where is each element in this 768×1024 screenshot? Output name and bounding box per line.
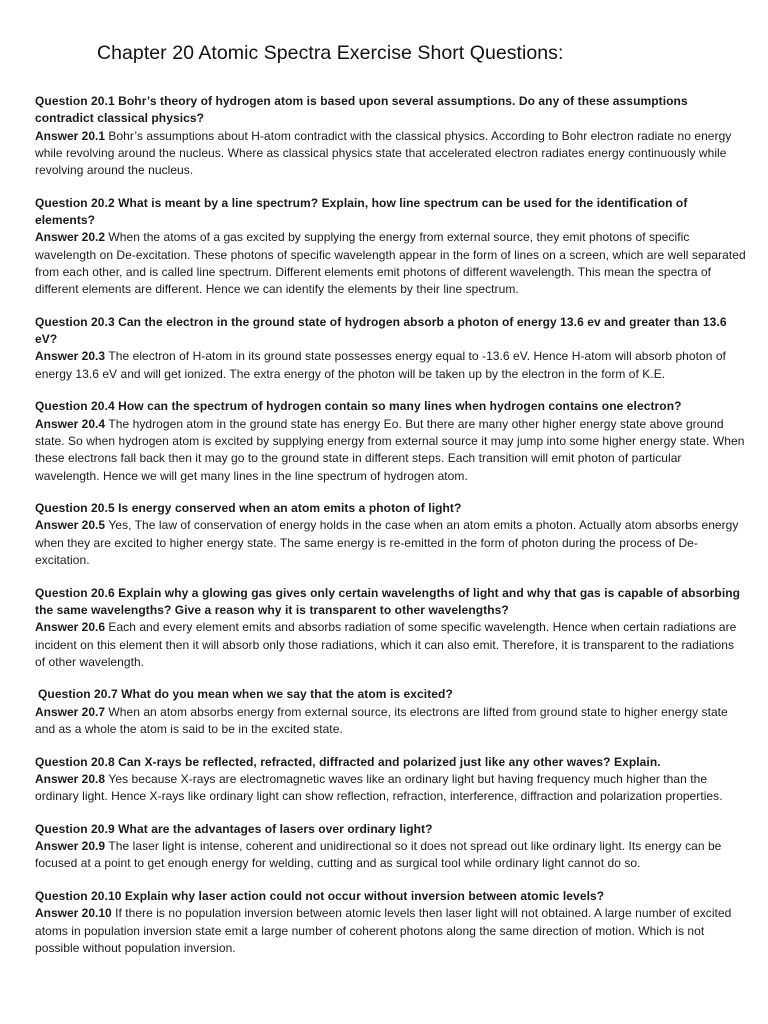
- question-text: Question 20.8 Can X-rays be reflected, refracted, diffracted and polarized just like any other waves? Explain.: [35, 754, 661, 769]
- question-text: Question 20.2 What is meant by a line spectrum? Explain, how line spectrum can be used for the identification of elements?: [35, 195, 688, 228]
- answer-label: Answer 20.6: [35, 620, 106, 635]
- qa-item-20-2: [35, 195, 747, 299]
- answer-text: The electron of H-atom in its ground state possesses energy equal to -13.6 eV. Hence H-atom will absorb photon of energy 13.6 eV and will get ionized. The extra energy of the photon will be taken up by the electron in the form of K.E.: [35, 349, 726, 381]
- answer-label: Answer 20.9: [35, 839, 106, 854]
- answer-label: Answer 20.7: [35, 704, 106, 719]
- answer-label: Answer 20.3: [35, 349, 106, 364]
- qa-list: [35, 93, 747, 972]
- answer-text: Yes because X-rays are electromagnetic waves like an ordinary light but having frequency much higher than the ordinary light. Hence X-rays like ordinary light can show reflection, refraction, interference, diffraction and polarization properties.: [35, 771, 723, 804]
- answer-text: When the atoms of a gas excited by supplying the energy from external source, they emit photons of specific wavelength on De-excitation. These photons of specific wavelength appear in the form of lines on a screen, which are well separated from each other, and is called line spectrum. Different elements emit photons of different wavelength. This mean the spectra of different elements are different. Hence we can identify the elements by their line spectrum.: [35, 230, 746, 297]
- answer-label: Answer 20.2: [35, 230, 106, 245]
- question-text: Question 20.5 Is energy conserved when an atom emits a photon of light?: [35, 501, 462, 516]
- answer-label: Answer 20.4: [35, 416, 106, 431]
- page-title: Chapter 20 Atomic Spectra Exercise Short Questions:: [97, 42, 564, 64]
- question-text: Question 20.1 Bohr’s theory of hydrogen atom is based upon several assumptions. Do any of these assumptions contradict classical physics?: [35, 94, 688, 126]
- answer-text: Bohr’s assumptions about H-atom contradict with the classical physics. According to Bohr electron radiate no energy while revolving around the nucleus. Where as classical physics state that accelerated electron radiates energy continuously while revolving around the nucleus.: [35, 128, 732, 178]
- answer-text: Each and every element emits and absorbs radiation of some specific wavelength. Hence when certain radiations are incident on this element then it will absorb only those radiations, which it can also emit. Therefore, it is transparent to the radiations of other wavelength.: [35, 620, 737, 669]
- answer-label: Answer 20.10: [35, 906, 112, 921]
- question-text: Question 20.9 What are the advantages of lasers over ordinary light?: [35, 821, 433, 836]
- qa-item-20-8: [35, 754, 747, 806]
- question-text: Question 20.7 What do you mean when we say that the atom is excited?: [38, 687, 453, 702]
- answer-label: Answer 20.5: [35, 518, 106, 533]
- qa-item-20-5: [35, 500, 747, 569]
- answer-label: Answer 20.8: [35, 771, 106, 786]
- answer-text: When an atom absorbs energy from external source, its electrons are lifted from ground state to higher energy state and as a whole the atom is said to be in the excited state.: [35, 704, 728, 736]
- question-text: Question 20.6 Explain why a glowing gas gives only certain wavelengths of light and why that gas is capable of absorbing the same wavelengths? Give a reason why it is transparent to other wavelengths?: [35, 585, 741, 617]
- answer-text: Yes, The law of conservation of energy holds in the case when an atom emits a photon. Actually atom absorbs energy when they are excited to higher energy state. The same energy is re-emitted in the form of photon during the process of De-excitation.: [35, 518, 739, 568]
- qa-item-20-7: [35, 686, 747, 738]
- qa-item-20-6: [35, 585, 747, 671]
- answer-text: The hydrogen atom in the ground state has energy Eo. But there are many other higher energy state above ground state. So when hydrogen atom is excited by supplying energy from external source it may jump into some higher energy state. When these electrons fall back then it may go to the ground state in different steps. Each transition will emit photon of particular wavelength. Hence we will get many lines in the line spectrum of hydrogen atom.: [35, 416, 745, 483]
- question-text: Question 20.10 Explain why laser action could not occur without inversion between atomic levels?: [35, 888, 605, 903]
- answer-label: Answer 20.1: [35, 128, 106, 143]
- question-text: Question 20.4 How can the spectrum of hydrogen contain so many lines when hydrogen contains one electron?: [35, 399, 682, 414]
- answer-text: The laser light is intense, coherent and unidirectional so it does not spread out like ordinary light. Its energy can be focused at a point to get enough energy for welding, cutting and as surgical tool while ordinary light cannot do so.: [35, 839, 722, 871]
- qa-item-20-3: [35, 314, 747, 383]
- qa-item-20-1: [35, 93, 747, 179]
- question-text: Question 20.3 Can the electron in the ground state of hydrogen absorb a photon of energy 13.6 ev and greater than 13.6 eV?: [35, 314, 727, 347]
- answer-text: If there is no population inversion between atomic levels then laser light will not obtained. A large number of excited atoms in population inversion state emit a large number of coherent photons along the same direction of motion. Which is not possible without population inversion.: [35, 906, 732, 955]
- qa-item-20-10: [35, 888, 747, 957]
- qa-item-20-9: [35, 821, 747, 873]
- qa-item-20-4: [35, 398, 747, 484]
